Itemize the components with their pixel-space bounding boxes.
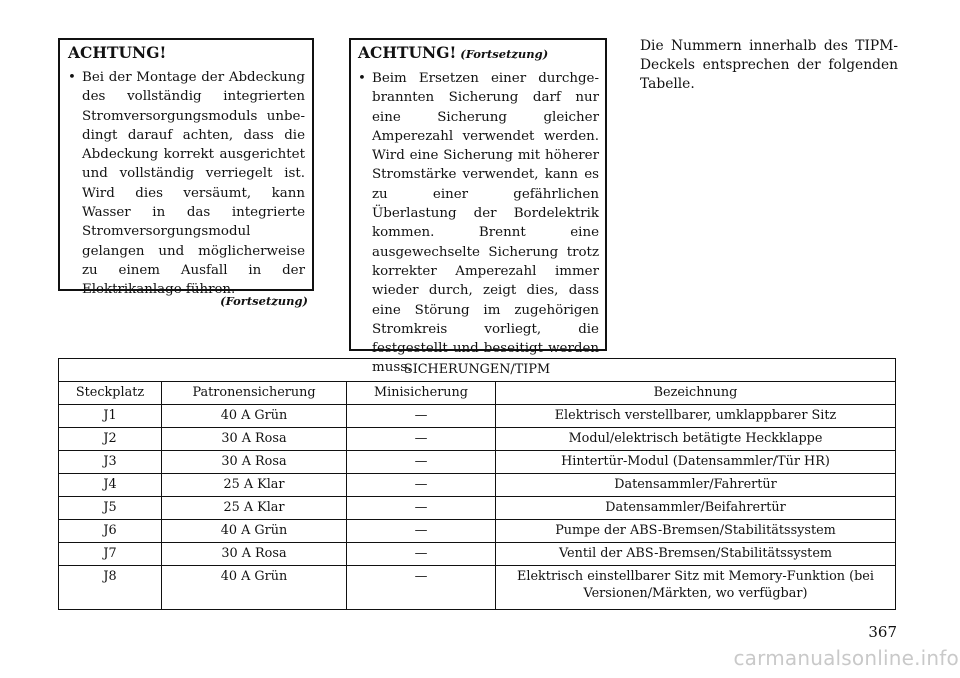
cell-steckplatz: J4 [59,474,162,497]
cell-minisicherung: — [347,566,496,610]
cell-steckplatz: J5 [59,497,162,520]
cell-minisicherung: — [347,543,496,566]
cell-minisicherung: — [347,451,496,474]
cell-bezeichnung: Datensammler/Fahrertür [496,474,896,497]
cell-bezeichnung: Elektrisch verstellbarer, umklappbarer Sitz [496,405,896,428]
cell-steckplatz: J6 [59,520,162,543]
warning-box-montage [58,38,314,298]
cell-bezeichnung: Modul/elektrisch betätigte Heckklappe [496,428,896,451]
table-row [59,566,896,610]
cell-steckplatz: J3 [59,451,162,474]
watermark: carmanualsonline.info [733,646,959,670]
cell-steckplatz: J8 [59,566,162,610]
cell-bezeichnung: Datensammler/Beifahrertür [496,497,896,520]
cell-patronensicherung: 40 A Grün [162,566,347,610]
cell-patronensicherung: 30 A Rosa [162,451,347,474]
table-row [59,497,896,520]
page-number: 367 [868,623,897,641]
warning-subtitle: (Fortsetzung) [460,47,549,61]
cell-steckplatz: J2 [59,428,162,451]
column-header-bezeichnung: Bezeichnung [496,382,896,405]
cell-minisicherung: — [347,428,496,451]
column-header-steckplatz: Steckplatz [59,382,162,405]
warning-text: • Beim Ersetzen einer durchgebrannten Sicherung darf nur eine Sicherung gleicher Amperezahl verwendet werden. Wird eine Sicherung mit höherer Stromstärke verwendet, kann es zu einer gefährlichen Überlastung der Bordelektrik kommen. Brennt eine ausgewechselte Sicherung trotz korrekter Amperezahl immer wieder durch, zeigt dies, dass eine Störung im zugehörigen Stromkreis vorliegt, die festgestellt und beseitigt werden muss. [358,69,599,378]
continued-note: (Fortsetzung) [220,294,308,308]
table-row [59,520,896,543]
cell-patronensicherung: 30 A Rosa [162,543,347,566]
warning-text: • Bei der Montage der Abdeckung des vollständig integrierten Stromversorgungsmoduls unbedingt darauf achten, dass die Abdeckung korrekt ausgerichtet und vollständig verriegelt ist. Wird dies versäumt, kann Wasser in das integrierte Stromversorgungsmodul gelangen und möglicherweise zu einem Ausfall in der Elektrikanlage führen. [68,68,305,300]
column-header-minisicherung: Minisicherung [347,382,496,405]
cell-minisicherung: — [347,474,496,497]
table-row [59,474,896,497]
cell-patronensicherung: 25 A Klar [162,497,347,520]
intro-paragraph: Die Nummern innerhalb des TIPM-Deckels entsprechen der folgenden Tabelle. [640,38,898,92]
fuse-table [58,358,896,610]
cell-patronensicherung: 25 A Klar [162,474,347,497]
table-row [59,543,896,566]
cell-bezeichnung: Elektrisch einstellbarer Sitz mit Memory-Funktion (bei Versionen/Märkten, wo verfügbar) [517,569,874,601]
warning-title: ACHTUNG! [68,43,167,62]
cell-steckplatz: J7 [59,543,162,566]
cell-bezeichnung: Ventil der ABS-Bremsen/Stabilitätssystem [496,543,896,566]
warning-title-continued: ACHTUNG! (Fortsetzung) [358,43,549,62]
table-row [59,405,896,428]
cell-patronensicherung: 30 A Rosa [162,428,347,451]
cell-minisicherung: — [347,405,496,428]
cell-minisicherung: — [347,497,496,520]
column-header-patronensicherung: Patronensicherung [162,382,347,405]
cell-steckplatz: J1 [59,405,162,428]
table-row [59,428,896,451]
cell-bezeichnung: Pumpe der ABS-Bremsen/Stabilitätssystem [496,520,896,543]
table-caption: SICHERUNGEN/TIPM [59,359,896,382]
cell-bezeichnung: Hintertür-Modul (Datensammler/Tür HR) [496,451,896,474]
cell-minisicherung: — [347,520,496,543]
table-row [59,451,896,474]
cell-patronensicherung: 40 A Grün [162,405,347,428]
cell-patronensicherung: 40 A Grün [162,520,347,543]
